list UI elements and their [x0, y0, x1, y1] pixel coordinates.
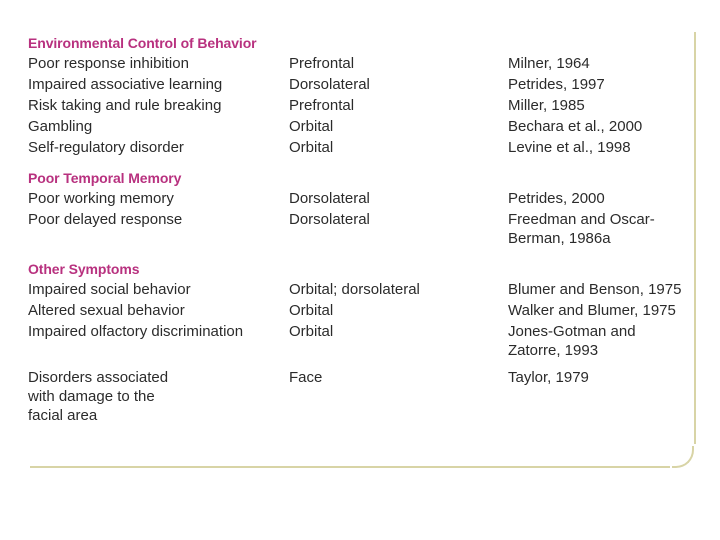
- section-environmental-control: [28, 34, 688, 157]
- section-other-symptoms: [28, 260, 688, 425]
- table-row: [28, 368, 688, 425]
- frame-bottom-rule: [30, 466, 692, 468]
- table-row: [28, 54, 688, 73]
- region-cell: Dorsolateral: [289, 190, 370, 207]
- reference-cell: Freedman and Oscar-Berman, 1986a: [508, 211, 655, 247]
- symptom-cell: Impaired associative learning: [28, 76, 223, 93]
- region-cell: Orbital: [289, 302, 334, 319]
- region-cell: Orbital: [289, 139, 334, 156]
- symptom-cell: Poor working memory: [28, 190, 174, 207]
- table-row: [28, 210, 688, 248]
- section-title: Environmental Control of Behavior: [28, 35, 257, 51]
- region-cell: Dorsolateral: [289, 76, 370, 93]
- reference-cell: Blumer and Benson, 1975: [508, 281, 682, 298]
- reference-cell: Bechara et al., 2000: [508, 118, 643, 135]
- region-cell: Orbital: [289, 118, 334, 135]
- region-cell: Face: [289, 369, 323, 386]
- symptom-cell: Disorders associated with damage to the facial area: [28, 369, 169, 424]
- reference-cell: Miller, 1985: [508, 97, 585, 114]
- table-row: [28, 189, 688, 208]
- section-title: Poor Temporal Memory: [28, 170, 182, 186]
- symptom-cell: Altered sexual behavior: [28, 302, 185, 319]
- section-title: Other Symptoms: [28, 261, 140, 277]
- table-row: [28, 301, 688, 320]
- symptom-cell: Risk taking and rule breaking: [28, 97, 222, 114]
- symptom-cell: Impaired olfactory discrimination: [28, 323, 244, 340]
- table-row: [28, 138, 688, 157]
- reference-cell: Milner, 1964: [508, 55, 590, 72]
- symptom-cell: Impaired social behavior: [28, 281, 191, 298]
- region-cell: Orbital: [289, 323, 334, 340]
- symptom-cell: Gambling: [28, 118, 93, 135]
- reference-cell: Walker and Blumer, 1975: [508, 302, 676, 319]
- reference-cell: Levine et al., 1998: [508, 139, 631, 156]
- table-row: [28, 75, 688, 94]
- reference-cell: Petrides, 1997: [508, 76, 605, 93]
- region-cell: Dorsolateral: [289, 211, 370, 228]
- reference-cell: Petrides, 2000: [508, 190, 605, 207]
- table-row: [28, 117, 688, 136]
- region-cell: Prefrontal: [289, 97, 355, 114]
- table-row: [28, 96, 688, 115]
- symptom-cell: Poor response inhibition: [28, 55, 189, 72]
- table-row: [28, 280, 688, 299]
- reference-cell: Jones-Gotman and Zatorre, 1993: [508, 323, 636, 359]
- symptom-cell: Self-regulatory disorder: [28, 139, 184, 156]
- region-cell: Orbital; dorsolateral: [289, 281, 420, 298]
- reference-cell: Taylor, 1979: [508, 369, 589, 386]
- table-row: [28, 322, 688, 360]
- symptom-table: [28, 34, 688, 425]
- region-cell: Prefrontal: [289, 55, 355, 72]
- symptom-cell: Poor delayed response: [28, 211, 183, 228]
- section-poor-temporal-memory: [28, 169, 688, 248]
- frame-right-rule: [694, 32, 696, 468]
